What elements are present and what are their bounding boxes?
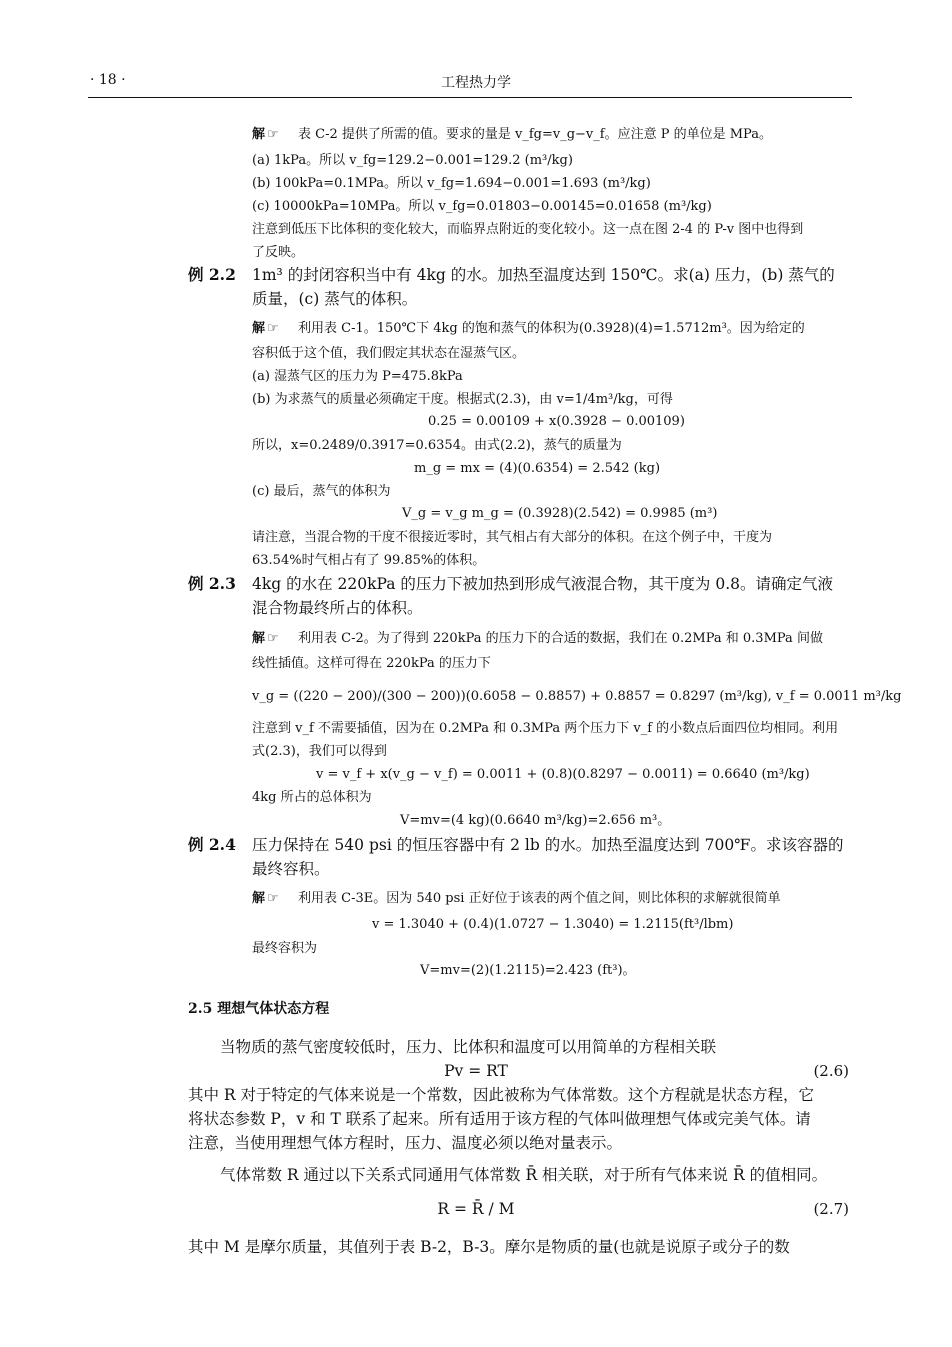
ex22-solution-line1: 解☞ 利用表 C-1。150℃下 4kg 的饱和蒸气的体积为(0.3928)(4)=1.5712m³。因为给定的 — [252, 321, 805, 336]
ex22-label: 例 2.2 — [188, 265, 236, 284]
ex21-a: (a) 1kPa。所以 v_fg=129.2−0.001=129.2 (m³/kg) — [252, 153, 573, 168]
ex21-note-line1: 注意到低压下比体积的变化较大，而临界点附近的变化较小。这一点在图 2-4 的 P-v 图中也得到 — [252, 222, 804, 237]
ex22-c: (c) 最后，蒸气的体积为 — [252, 484, 391, 499]
ex21-solution-intro: 解☞ 表 C-2 提供了所需的值。要求的量是 v_fg=v_g−v_f。应注意 P 的单位是 MPa。 — [252, 127, 772, 142]
equation-2-7: R = R̄ / M — [437, 1200, 515, 1218]
ex22-note-line1: 请注意，当混合物的干度不很接近零时，其气相占有大部分的体积。在这个例子中，干度为 — [252, 530, 773, 545]
ex24-label: 例 2.4 — [188, 835, 236, 854]
ex24-question-line1: 压力保持在 540 psi 的恒压容器中有 2 lb 的水。加热至温度达到 700℉。求该容器的 — [252, 836, 844, 854]
ex24-final-volume-text: 最终容积为 — [252, 941, 318, 956]
solution-icon: 解☞ — [252, 321, 281, 336]
section-para3: 气体常数 R 通过以下关系式同通用气体常数 R̄ 相关联，对于所有气体来说 R̄ 的值相同。 — [220, 1166, 828, 1184]
section-para2-line2: 将状态参数 P，v 和 T 联系了起来。所有适用于该方程的气体叫做理想气体或完美气体。请 — [188, 1110, 811, 1128]
ex23-note-line2: 式(2.3)，我们可以得到 — [252, 744, 387, 759]
ex22-question-line2: 质量，(c) 蒸气的体积。 — [252, 290, 418, 308]
ex22-question-line1: 1m³ 的封闭容积当中有 4kg 的水。加热至温度达到 150℃。求(a) 压力，(b) 蒸气的 — [252, 266, 835, 284]
ex22-note-line2: 63.54%时气相占有了 99.85%的体积。 — [252, 553, 486, 568]
running-title: 工程热力学 — [441, 75, 511, 91]
ex23-solution-line2: 线性插值。这样可得在 220kPa 的压力下 — [252, 656, 491, 671]
ex23-solution-line1: 解☞ 利用表 C-2。为了得到 220kPa 的压力下的合适的数据，我们在 0.2MPa 和 0.3MPa 间做 — [252, 631, 823, 646]
ex21-note-line2: 了反映。 — [252, 245, 305, 260]
ex24-question-line2: 最终容积。 — [252, 860, 330, 878]
ex21-b: (b) 100kPa=0.1MPa。所以 v_fg=1.694−0.001=1.693 (m³/kg) — [252, 176, 651, 191]
ex23-equation-2: v = v_f + x(v_g − v_f) = 0.0011 + (0.8)(0.8297 − 0.0011) = 0.6640 (m³/kg) — [316, 767, 810, 782]
solution-icon: 解☞ — [252, 127, 281, 142]
section-heading: 2.5 理想气体状态方程 — [188, 1001, 330, 1017]
solution-icon: 解☞ — [252, 631, 281, 646]
section-para2-line3: 注意，当使用理想气体方程时，压力、温度必须以绝对量表示。 — [188, 1134, 623, 1152]
ex24-solution-line1: 解☞ 利用表 C-3E。因为 540 psi 正好位于该表的两个值之间，则比体积的求解就很简单 — [252, 891, 781, 906]
ex23-note-line1: 注意到 v_f 不需要插值，因为在 0.2MPa 和 0.3MPa 两个压力下 v_f 的小数点后面四位均相同。利用 — [252, 721, 839, 736]
ex22-a: (a) 湿蒸气区的压力为 P=475.8kPa — [252, 369, 463, 384]
ex22-solution-line2: 容积低于这个值，我们假定其状态在湿蒸气区。 — [252, 346, 526, 361]
header-rule — [88, 97, 852, 98]
ex23-total-volume-text: 4kg 所占的总体积为 — [252, 790, 372, 805]
ex23-question-line2: 混合物最终所占的体积。 — [252, 599, 423, 617]
equation-2-7-number: (2.7) — [813, 1200, 849, 1218]
ex22-equation-1: 0.25 = 0.00109 + x(0.3928 − 0.00109) — [428, 414, 685, 429]
ex23-equation-3: V=mv=(4 kg)(0.6640 m³/kg)=2.656 m³。 — [400, 813, 671, 828]
page-number: · 18 · — [90, 72, 126, 88]
ex23-question-line1: 4kg 的水在 220kPa 的压力下被加热到形成气液混合物，其干度为 0.8。请确定气液 — [252, 575, 833, 593]
ex22-b: (b) 为求蒸气的质量必须确定干度。根据式(2.3)，由 v=1/4m³/kg，可得 — [252, 392, 673, 407]
ex22-equation-2: m_g = mx = (4)(0.6354) = 2.542 (kg) — [414, 461, 661, 476]
equation-2-6: Pv = RT — [444, 1062, 508, 1080]
equation-2-6-number: (2.6) — [813, 1062, 849, 1080]
ex22-b-cont: 所以，x=0.2489/0.3917=0.6354。由式(2.2)，蒸气的质量为 — [252, 438, 622, 453]
ex23-equation-1: v_g = ((220 − 200)/(300 − 200))(0.6058 − 0.8857) + 0.8857 = 0.8297 (m³/kg), v_f = 0.0011 m³/kg — [252, 689, 902, 704]
ex22-equation-3: V_g = v_g m_g = (0.3928)(2.542) = 0.9985 (m³) — [402, 506, 718, 521]
ex24-equation-1: v = 1.3040 + (0.4)(1.0727 − 1.3040) = 1.2115(ft³/lbm) — [372, 917, 734, 932]
ex23-label: 例 2.3 — [188, 574, 236, 593]
section-para1: 当物质的蒸气密度较低时，压力、比体积和温度可以用简单的方程相关联 — [220, 1038, 717, 1056]
section-para2-line1: 其中 R 对于特定的气体来说是一个常数，因此被称为气体常数。这个方程就是状态方程，它 — [188, 1086, 815, 1104]
ex21-c: (c) 10000kPa=10MPa。所以 v_fg=0.01803−0.00145=0.01658 (m³/kg) — [252, 199, 712, 214]
section-para4: 其中 M 是摩尔质量，其值列于表 B-2，B-3。摩尔是物质的量(也就是说原子或分子的数 — [188, 1238, 790, 1256]
ex24-equation-2: V=mv=(2)(1.2115)=2.423 (ft³)。 — [420, 963, 636, 978]
solution-icon: 解☞ — [252, 891, 281, 906]
